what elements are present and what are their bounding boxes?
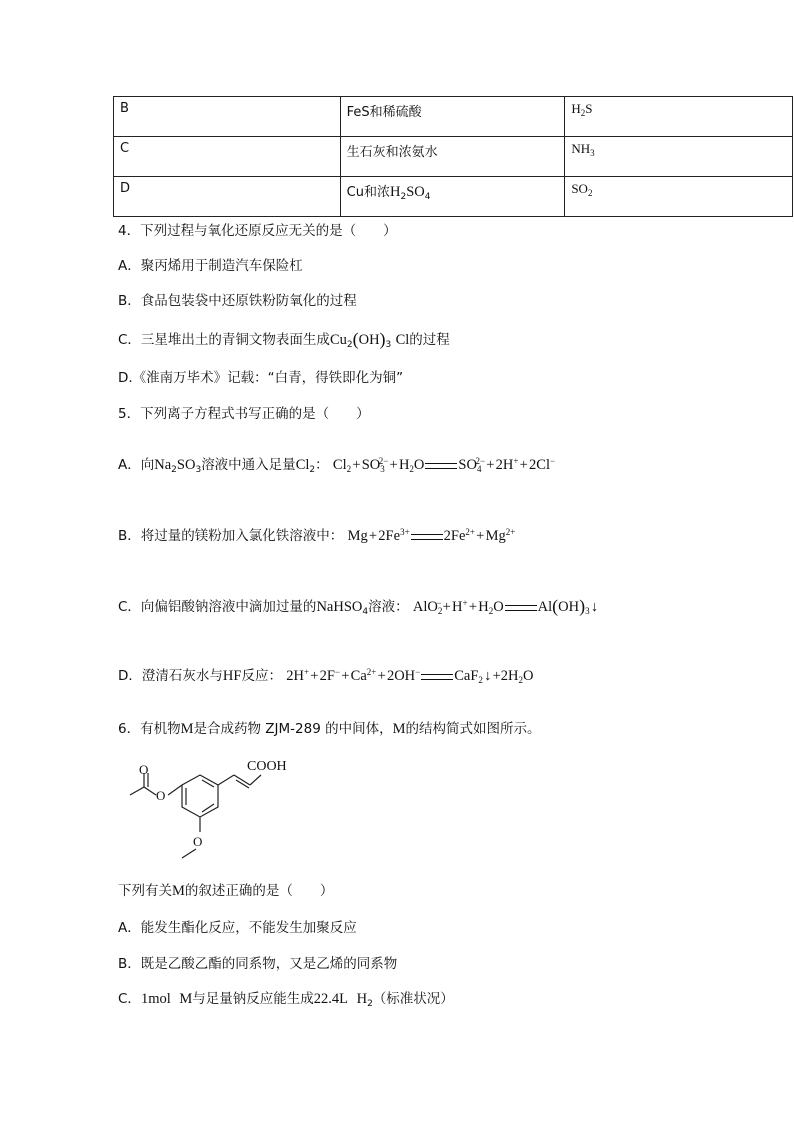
question-4-option-a: A．聚丙烯用于制造汽车保险杠 (118, 258, 303, 274)
table-row (114, 97, 793, 137)
row-label: B (114, 97, 341, 137)
gas-cell: $H_2S$ (565, 97, 793, 137)
carbonyl-o-label: O (139, 762, 149, 777)
table-row (114, 177, 793, 217)
options-table (113, 96, 793, 217)
reagent-cell: 生石灰和浓氨水 (340, 137, 565, 177)
ester-o-label: O (156, 788, 166, 803)
question-5-option-c: C．向偏铝酸钠溶液中滴加过量的NaHSO$_4$溶液： AlO$_2$− + H+ + $H_2O$ $Al(OH)_3$ ↓ (118, 596, 599, 617)
question-5-option-a: A．向$Na_2SO_3$溶液中通入足量$Cl_2$： $Cl_2$ + $SO_3^{2-}$ + $H_2O$ $SO_4^{2-}$ + 2H+ + 2Cl− (118, 456, 556, 475)
row-label: D (114, 177, 341, 217)
gas-cell: $SO_2$ (565, 177, 793, 217)
question-6-option-c: C．1mol M与足量钠反应能生成22.4L $H_2$（标准状况） (118, 991, 454, 1009)
question-4-option-b: B．食品包装袋中还原铁粉防氧化的过程 (118, 293, 357, 309)
question-5-stem: 5．下列离子方程式书写正确的是（ ） (118, 406, 370, 422)
gas-cell: $NH_3$ (565, 137, 793, 177)
reagent-cell: Cu和浓$H_2SO_4$ (340, 177, 565, 217)
reagent-cell: FeS和稀硫酸 (340, 97, 565, 137)
question-4-option-c: C．三星堆出土的青铜文物表面生成$Cu_2(OH)_3$ Cl的过程 (118, 329, 450, 350)
question-5-option-b: B．将过量的镁粉加入氯化铁溶液中： Mg + $2Fe^{3+}$ $2Fe^{2+}$ + $Mg^{2+}$ (118, 527, 516, 544)
row-label: C (114, 137, 341, 177)
question-4-stem: 4．下列过程与氧化还原反应无关的是（ ） (118, 223, 397, 239)
cooh-label: COOH (247, 759, 287, 774)
question-6-stem: 6．有机物M是合成药物 ZJM-289 的中间体，M的结构简式如图所示。 (118, 721, 541, 737)
question-5-option-d: D．澄清石灰水与HF反应： 2H+ + 2F− + $Ca^{2+}$ + 2OH− CaF$_2$ ↓ $+2H_2O$ (118, 667, 534, 685)
question-4-option-d: D.《淮南万毕术》记载：“白青，得铁即化为铜” (118, 370, 404, 386)
table-row (114, 137, 793, 177)
question-6-substem: 下列有关M的叙述正确的是（ ） (118, 883, 334, 899)
question-6-option-a: A．能发生酯化反应，不能发生加聚反应 (118, 920, 357, 936)
ether-o-label: O (193, 834, 203, 849)
question-6-option-b: B．既是乙酸乙酯的同系物，又是乙烯的同系物 (118, 956, 398, 972)
